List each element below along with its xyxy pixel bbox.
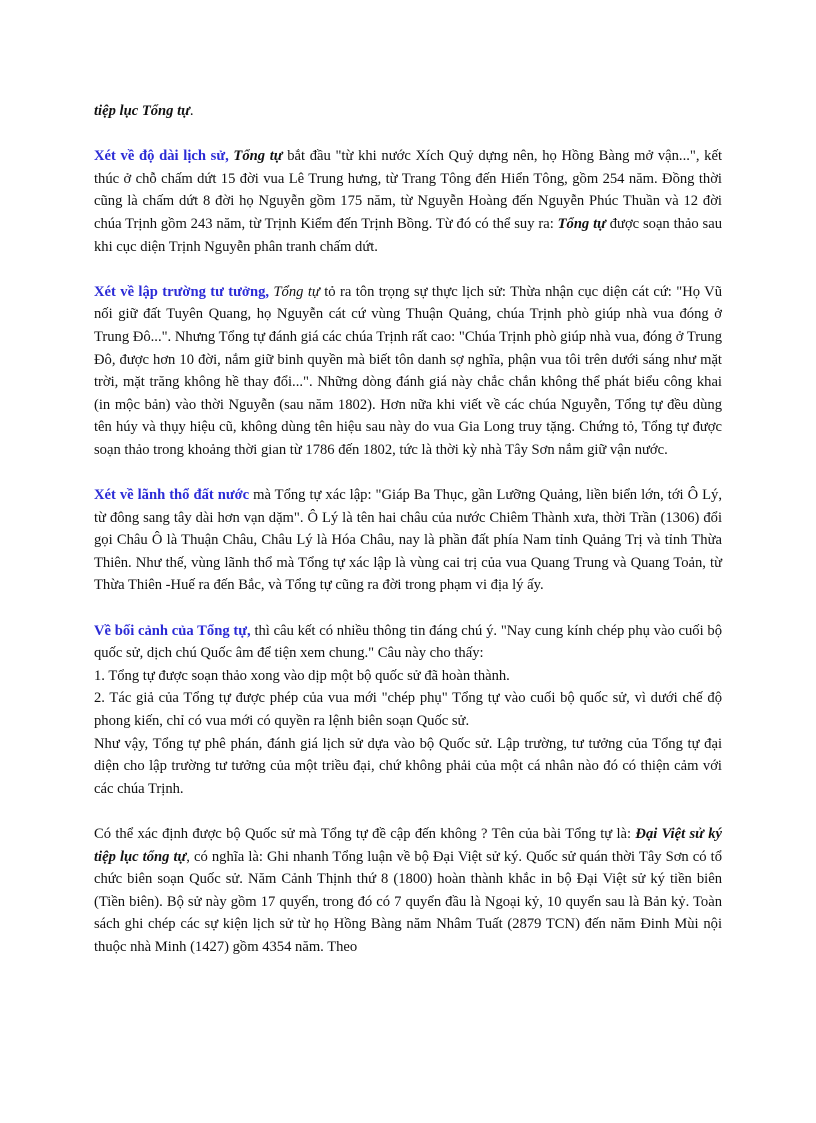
intro-title: tiệp lục Tổng tự [94,103,190,119]
intro-end: . [189,103,194,119]
paragraph-territory [94,484,722,597]
paragraph-context [94,620,722,665]
paragraph-national-history [94,823,722,959]
text: Có thể xác định được bộ Quốc sử mà Tổng tự đề cập đến không ? Tên của bài Tổng tự là: [94,826,636,842]
text: tỏ ra tôn trọng sự thực lịch sử: Thừa nhận cục diện cát cứ: "Họ Vũ nối giữ đất Tuyên Quang, họ Nguyễn cát cứ vùng Thuận Quảng, chúa Trịnh phò giúp nhà vua đóng ở Trung Đô...". Nhưng Tổng tự đánh giá các chúa Trịnh rất cao: "Chúa Trịnh phò giúp nhà vua, đóng ở Trung Đô, được hơn 10 đời, nắm giữ binh quyền mà biết tôn danh sợ nghĩa, phận vua tôi trên dưới sáng như mặt trời, mặt trăng không hề thay đổi...". Những dòng đánh giá này chắc chắn không thể phát biểu công khai (in mộc bản) vào thời Nguyễn (sau năm 1802). Hơn nữa khi viết về các chúa Nguyễn, Tổng tự đều dùng tên húy và thụy hiệu cũ, không dùng tên hiệu sau này do vua Gia Long truy tặng. Chứng tỏ, Tổng tự được soạn thảo trong khoảng thời gian từ 1786 đến 1802, tức là thời kỳ nhà Tây Sơn nắm giữ vận nước. [94,283,722,458]
list-item-1: 1. Tổng tự được soạn thảo xong vào dịp một bộ quốc sử đã hoàn thành. [94,667,510,684]
spacer [94,800,722,823]
spacer [94,123,722,146]
heading-ideology: Xét về lập trường tư tưởng, [94,283,274,300]
text: được soạn thảo sau khi cục diện Trịnh Nguyễn phân tranh chấm dứt. [94,215,722,255]
text: bắt đầu "từ khi nước Xích Quỷ dựng nên, họ Hồng Bàng mở vận...", kết thúc ở chỗ chấm dứt 15 đời vua Lê Trung hưng, từ Trang Tông đến Hiển Tông, gồm 254 năm. Đồng thời cũng là chấm dứt 8 đời họ Nguyễn gồm 175 năm, từ Nguyễn Hoàng đến Nguyễn Phúc Thuần và 12 đời chúa Trịnh gồm 243 năm, từ Trịnh Kiểm đến Trịnh Bồng. Từ đó có thể suy ra: [94,148,722,232]
spacer [94,597,722,620]
document-page [94,100,722,959]
heading-territory: Xét về lãnh thổ đất nước [94,487,250,504]
spacer [94,258,722,281]
spacer [94,462,722,485]
text: thì câu kết có nhiều thông tin đáng chú ý. "Nay cung kính chép phụ vào cuối bộ quốc sử, dịch chú Quốc âm để tiện xem chung." Câu này cho thấy: [94,622,723,662]
list-item-2: 2. Tác giả của Tổng tự được phép của vua mới "chép phụ" Tổng tự vào cuối bộ quốc sử, vì dưới chế độ phong kiến, chỉ có vua mới có quyền ra lệnh biên soạn Quốc sử. [94,690,722,730]
heading-length-em: Tổng tự [233,148,283,165]
text: , có nghĩa là: Ghi nhanh Tổng luận về bộ Đại Việt sử ký. Quốc sử quán thời Tây Sơn có tổ chức biên soạn Quốc sử. Năm Cảnh Thịnh thứ 8 (1800) hoàn thành khắc in bộ Đại Việt sử ký tiền biên (Tiền biên). Bộ sử này gồm 17 quyển, trong đó có 7 quyển đầu là Ngoại kỷ, 10 quyển sau là Bản kỷ. Toàn sách ghi chép các sự kiện lịch sử từ họ Hồng Bàng năm Nhâm Tuất (2879 TCN) đến năm Đinh Mùi nội thuộc nhà Minh (1427) gồm 4354 năm. Theo [94,848,722,955]
text: mà Tổng tự xác lập: "Giáp Ba Thục, gần Lưỡng Quảng, liền biển lớn, tới Ô Lý, từ đông sang tây dài hơn vạn dặm". Ô Lý là tên hai châu của nước Chiêm Thành xưa, thời Trần (1306) đổi gọi Châu Ô là Thuận Châu, Châu Lý là Hóa Châu, nay là phần đất phía Nam tỉnh Quảng Trị và tỉnh Thừa Thiên. Như thế, vùng lãnh thổ mà Tổng tự xác lập là vùng cai trị của vua Quang Trung và Quang Toản, từ Thừa Thiên -Huế ra đến Bắc, và Tổng tự cũng ra đời trong phạm vi địa lý ấy. [94,487,722,594]
heading-length: Xét về độ dài lịch sử, [94,148,234,165]
paragraph-length [94,145,722,258]
heading-context: Về bối cảnh của Tổng tự, [94,622,251,639]
intro-line [94,100,722,123]
text-em: Đại Việt sử ký tiệp lục tổng tự [94,826,722,865]
paragraph-ideology [94,281,722,462]
text-em: Tổng tự [557,215,606,232]
text-em: Tổng tự [273,283,320,300]
paragraph-context-conclusion: Như vậy, Tổng tự phê phán, đánh giá lịch sử dựa vào bộ Quốc sử. Lập trường, tư tưởng của Tổng tự đại diện cho lập trường tư tưởng của một triều đại, chứ không phải của một cá nhân nào đó có thiện cảm với các chúa Trịnh. [94,735,722,797]
